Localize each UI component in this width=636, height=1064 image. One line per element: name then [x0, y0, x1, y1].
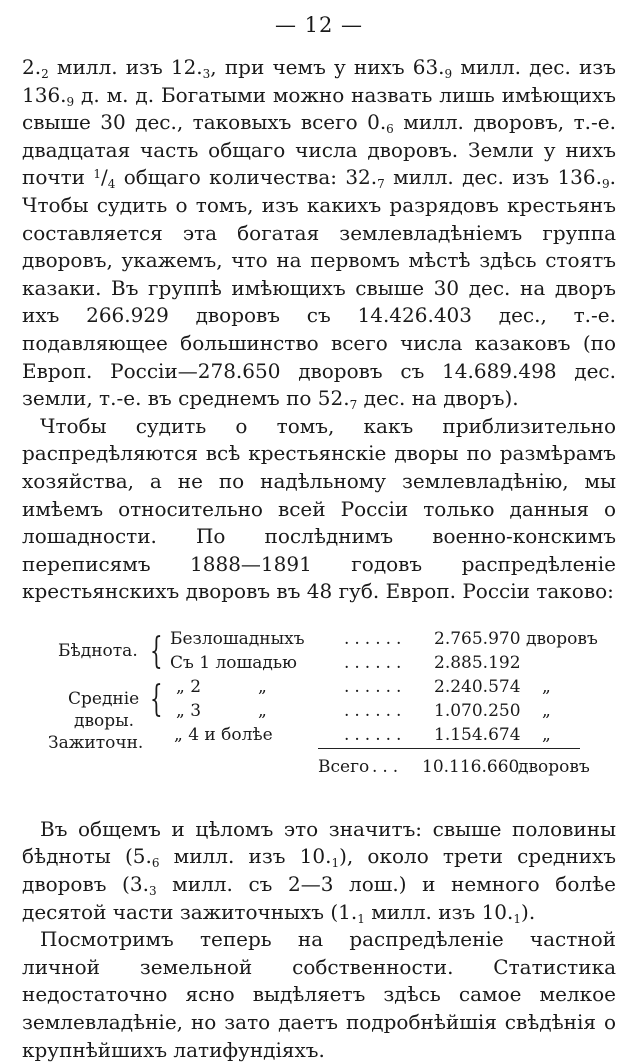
row-unit: „	[542, 700, 551, 721]
row-value: 2.240.574	[434, 676, 521, 697]
row-value: 1.154.674	[434, 724, 521, 745]
subscript: 9	[66, 94, 75, 109]
paragraph-4: Посмотримъ теперь на распредѣленіе частной личной земельной собственности. Статистика недостаточно ясно выдѣляетъ здѣсь самое мелкое землевладѣніе, но зато даетъ подробнѣйшія свѣдѣнія о крупнѣйшихъ латифундіяхъ.	[22, 927, 616, 1062]
subscript: 9	[444, 67, 453, 81]
row-unit: „	[542, 676, 551, 697]
total-dots: ...	[372, 756, 404, 777]
row-desc: Безлошадныхъ	[170, 628, 305, 649]
subscript: 4	[107, 177, 116, 192]
row-desc: Съ 1 лошадью	[170, 652, 297, 673]
row-value: 2.765.970	[434, 628, 521, 649]
subscript: 1	[357, 911, 365, 926]
paragraph-3: Въ общемъ и цѣломъ это значитъ: свыше половины бѣдноты ($5._6$ милл. изъ $10._1$), около трети среднихъ дворовъ ($3._3$ милл. съ 2—3 лош.) и немного болѣе десятой части зажиточныхъ ($1._1$ милл. изъ $10._1$).	[22, 816, 617, 926]
total-rule	[318, 748, 580, 749]
row-ditto: „	[258, 676, 267, 697]
subscript: 2	[41, 67, 49, 81]
document-page	[22, 10, 616, 1064]
row-ditto: „	[258, 700, 267, 721]
total-unit: дворовъ	[518, 756, 590, 777]
row-dots: ......	[344, 724, 407, 745]
subscript: 9	[601, 177, 610, 192]
subscript: 3	[202, 67, 211, 81]
page-number: — 12 —	[274, 13, 364, 37]
group-label-middle-line1: Среднiе	[68, 688, 140, 709]
subscript: 1	[331, 856, 340, 871]
brace-poor: {	[150, 630, 163, 672]
total-label: Всего	[318, 756, 370, 777]
brace-middle: {	[150, 678, 163, 720]
paragraph-1: $2._2$ милл. изъ $12._3$, при чемъ у нихъ $63._9$ милл. дес. изъ $136._9$ д. м. д. Богатыми можно назвать лишь имѣющихъ свыше 30 дес., таковыхъ всего $0._6$ милл. дворовъ, т.-е. двадцатая часть общаго числа дворовъ. Земли у нихъ почти $^1/_4$ общаго количества: $32._7$ милл. дес. изъ $136._9$. Чтобы судить о томъ, изъ какихъ разрядовъ крестьянъ составляется эта богатая землевладѣніемъ группа дворовъ, укажемъ, что на первомъ мѣстѣ здѣсь стоятъ казаки. Въ группѣ имѣющихъ свыше 30 дес. на дворъ ихъ 266.929 дворовъ съ 14.426.403 дес., т.-е. подавляющее большинство всего числа казаковъ (по Европ. Россіи—278.650 дворовъ съ 14.689.498 дес. земли, т.-е. въ среднемъ по $52._7$ дес. на дворъ).	[22, 55, 616, 413]
group-label-middle-line2: дворы.	[74, 710, 135, 731]
subscript: 6	[151, 856, 160, 871]
row-desc: „ 2	[176, 676, 202, 697]
subscript: 6	[386, 122, 394, 137]
row-dots: ......	[344, 700, 407, 721]
row-dots: ......	[344, 652, 407, 673]
row-value: 1.070.250	[434, 700, 521, 721]
group-label-wealthy: Зажиточн.	[48, 732, 144, 753]
superscript: 1	[93, 167, 101, 182]
subscript: 7	[377, 177, 385, 192]
subscript: 1	[513, 911, 522, 926]
row-value: 2.885.192	[434, 652, 521, 673]
subscript: 3	[148, 884, 157, 899]
row-desc: „ 3	[176, 700, 202, 721]
row-unit: „	[542, 724, 551, 745]
row-dots: ......	[344, 628, 407, 649]
horse-distribution-table	[22, 628, 616, 796]
total-value: 10.116.660	[422, 756, 520, 777]
row-desc: „ 4 и болѣе	[174, 724, 273, 745]
subscript: 7	[349, 398, 358, 413]
group-label-poor: Бѣднота.	[58, 640, 138, 661]
row-unit: дворовъ	[526, 628, 598, 649]
row-dots: ......	[344, 676, 407, 697]
paragraph-2: Чтобы судить о томъ, какъ приблизительно распредѣляются всѣ крестьянскіе дворы по размѣрамъ хозяйства, а не по надѣльному землевладѣнію, мы имѣемъ относительно всей Россіи только данныя о лошадности. По послѣднимъ военно-конскимъ переписямъ 1888—1891 годовъ распредѣленіе крестьянскихъ дворовъ въ 48 губ. Европ. Россіи таково:	[22, 413, 616, 604]
